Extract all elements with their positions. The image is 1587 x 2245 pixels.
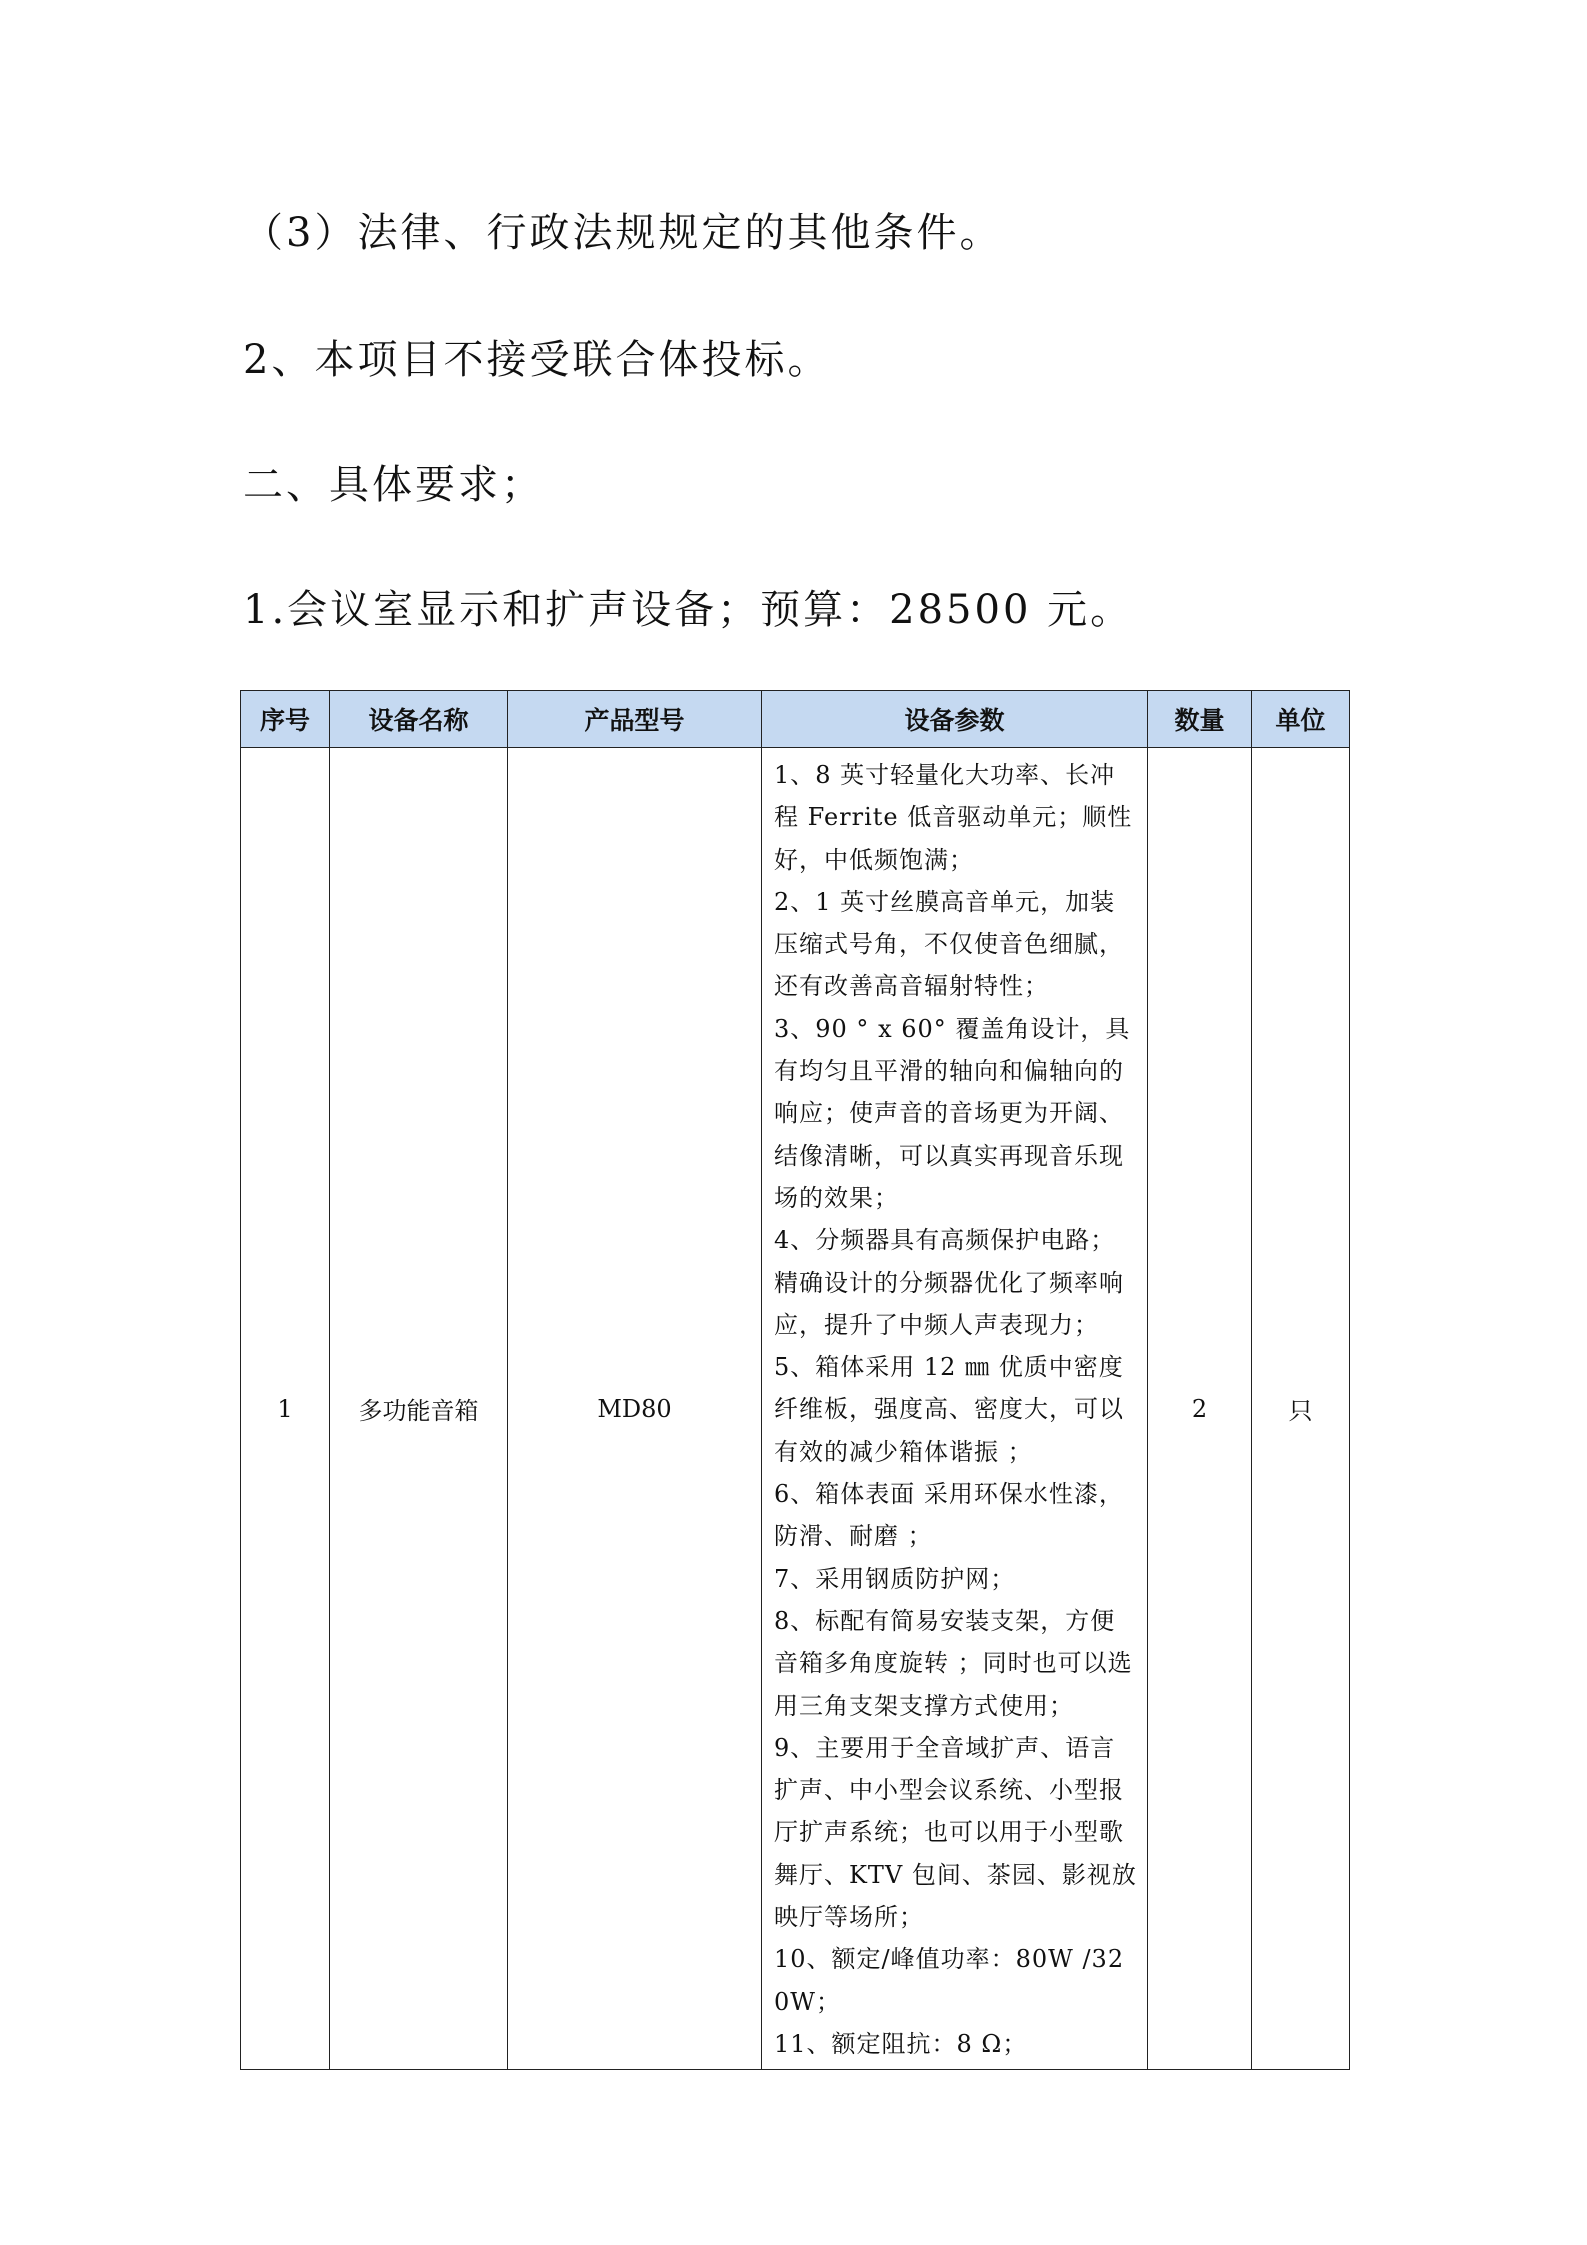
param-item: 11、额定阻抗：8 Ω； <box>774 2029 1028 2058</box>
param-item: 7、采用钢质防护网； <box>774 1564 1016 1593</box>
cell-index: 1 <box>241 748 330 2070</box>
cell-equipment-name: 多功能音箱 <box>330 748 508 2070</box>
cell-quantity: 2 <box>1148 748 1252 2070</box>
param-item: 5、箱体采用 12 ㎜ 优质中密度纤维板，强度高、密度大，可以有效的减少箱体谐振 ； <box>774 1353 1124 1466</box>
cell-unit: 只 <box>1252 748 1350 2070</box>
param-item: 10、额定/峰值功率：80W /320W； <box>774 1945 1125 2016</box>
header-equipment-params: 设备参数 <box>762 691 1148 748</box>
param-item: 8、标配有简易安装支架，方便音箱多角度旋转 ；同时也可以选用三角支架支撑方式使用； <box>774 1606 1133 1720</box>
paragraph-no-consortium: 2、本项目不接受联合体投标。 <box>243 337 831 383</box>
param-item: 1、8 英寸轻量化大功率、长冲程 Ferrite 低音驱动单元；顺性好，中低频饱满； <box>774 761 1133 874</box>
subsection-heading-budget: 1.会议室显示和扩声设备；预算：28500 元。 <box>243 587 1134 633</box>
header-unit: 单位 <box>1252 691 1350 748</box>
cell-equipment-params <box>762 748 1148 2070</box>
paragraph-other-conditions: （3）法律、行政法规规定的其他条件。 <box>243 210 1003 256</box>
param-item: 6、箱体表面 采用环保水性漆，防滑、耐磨 ； <box>774 1480 1124 1551</box>
param-list <box>774 754 1139 2065</box>
equipment-spec-table <box>240 690 1350 2070</box>
cell-product-model: MD80 <box>508 748 762 2070</box>
table-row <box>241 748 1350 2070</box>
param-item: 4、分频器具有高频保护电路；精确设计的分频器优化了频率响应，提升了中频人声表现力； <box>774 1226 1124 1339</box>
param-item: 9、主要用于全音域扩声、语言扩声、中小型会议系统、小型报厅扩声系统；也可以用于小型歌舞厅、KTV 包间、茶园、影视放映厅等场所； <box>774 1733 1137 1932</box>
table-header-row <box>241 691 1350 748</box>
section-heading-requirements: 二、具体要求； <box>243 462 544 508</box>
param-item: 2、1 英寸丝膜高音单元，加装压缩式号角，不仅使音色细腻，还有改善高音辐射特性； <box>774 887 1124 1001</box>
header-quantity: 数量 <box>1148 691 1252 748</box>
header-equipment-name: 设备名称 <box>330 691 508 748</box>
header-index: 序号 <box>241 691 330 748</box>
header-product-model: 产品型号 <box>508 691 762 748</box>
param-item: 3、90 ° x 60° 覆盖角设计，具有均匀且平滑的轴向和偏轴向的响应；使声音的音场更为开阔、结像清晰，可以真实再现音乐现场的效果； <box>774 1014 1131 1212</box>
